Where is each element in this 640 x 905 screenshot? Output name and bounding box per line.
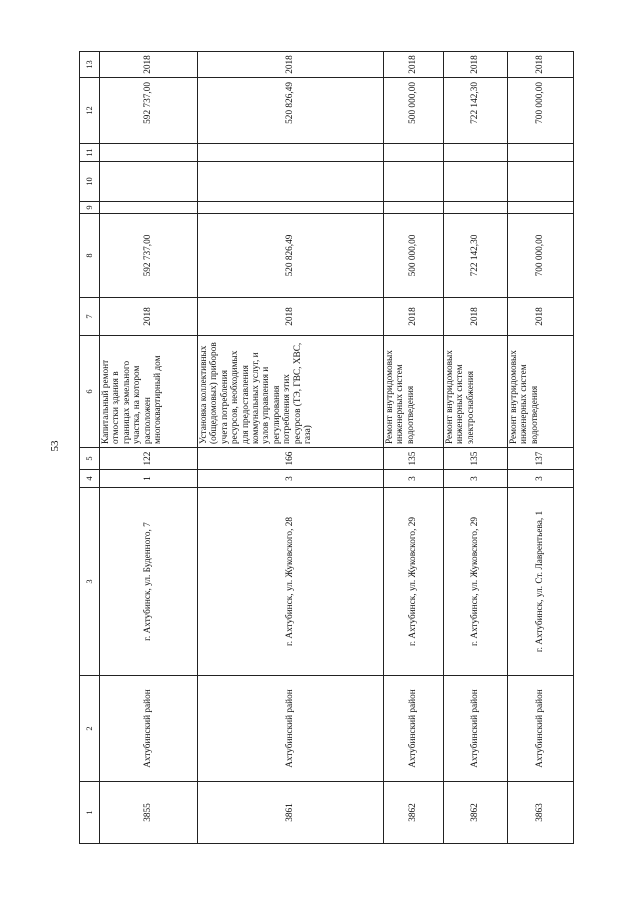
cell-col5: 135 (384, 448, 444, 470)
cell-work-type: Капитальный ремонт отмостки здания в границах земельного участка, на котором расположен многоквартирный дом (100, 336, 198, 448)
col-header: 11 (80, 144, 100, 162)
cell-year: 2018 (100, 298, 198, 336)
cell-end-year: 2018 (384, 52, 444, 78)
col-header: 2 (80, 676, 100, 782)
col-header: 3 (80, 488, 100, 676)
cell-object-id: 3862 (444, 782, 508, 844)
cell-year: 2018 (198, 298, 384, 336)
col-header: 13 (80, 52, 100, 78)
cell-total: 722 142,30 (444, 78, 508, 144)
col-header: 10 (80, 162, 100, 202)
cell-total: 520 826,49 (198, 78, 384, 144)
cell-cost: 520 826,49 (198, 214, 384, 298)
col-header: 12 (80, 78, 100, 144)
cell-col4: 3 (198, 470, 384, 488)
cell-year: 2018 (508, 298, 574, 336)
table-row (198, 52, 384, 844)
cell-col4: 1 (100, 470, 198, 488)
cell-district: Ахтубинский район (444, 676, 508, 782)
cell-end-year: 2018 (198, 52, 384, 78)
cell-address: г. Ахтубинск, ул. Жуковского, 28 (198, 488, 384, 676)
table-row (508, 52, 574, 844)
cell-total: 500 000,00 (384, 78, 444, 144)
cell-cost: 722 142,30 (444, 214, 508, 298)
cell-end-year: 2018 (444, 52, 508, 78)
cell-col11 (100, 144, 198, 162)
cell-total: 700 000,00 (508, 78, 574, 144)
cell-work-type: Установка коллективных (общедомовых) приборов учета потребления ресурсов, необходимых для предоставления коммунальных услуг, и узлов управления и регулирования потребления этих ресурсов (ТЭ, ГВС, ХВС, газа) (198, 336, 384, 448)
col-header: 7 (80, 298, 100, 336)
cell-year: 2018 (384, 298, 444, 336)
col-header: 8 (80, 214, 100, 298)
cell-cost: 500 000,00 (384, 214, 444, 298)
cell-district: Ахтубинский район (100, 676, 198, 782)
cell-object-id: 3855 (100, 782, 198, 844)
cell-col11 (384, 144, 444, 162)
cell-district: Ахтубинский район (508, 676, 574, 782)
col-header: 6 (80, 336, 100, 448)
cell-col10 (198, 162, 384, 202)
cell-address: г. Ахтубинск, ул. Жуковского, 29 (444, 488, 508, 676)
cell-col11 (508, 144, 574, 162)
cell-col10 (444, 162, 508, 202)
cell-work-type: Ремонт внутридомовых инженерных систем водоотведения (384, 336, 444, 448)
page-number: 53 (49, 440, 61, 452)
col-header: 9 (80, 202, 100, 214)
cell-total: 592 737,00 (100, 78, 198, 144)
cell-col4: 3 (508, 470, 574, 488)
cell-end-year: 2018 (508, 52, 574, 78)
cell-address: г. Ахтубинск, ул. Жуковского, 29 (384, 488, 444, 676)
cell-col5: 137 (508, 448, 574, 470)
column-number-row (80, 52, 100, 844)
cell-col10 (508, 162, 574, 202)
cell-col9 (384, 202, 444, 214)
cell-object-id: 3862 (384, 782, 444, 844)
cell-col9 (508, 202, 574, 214)
table-row (444, 52, 508, 844)
cell-district: Ахтубинский район (198, 676, 384, 782)
cell-col5: 166 (198, 448, 384, 470)
table-row (100, 52, 198, 844)
cell-col10 (384, 162, 444, 202)
cell-col9 (198, 202, 384, 214)
cell-col4: 3 (444, 470, 508, 488)
cell-col10 (100, 162, 198, 202)
repair-program-table (79, 51, 574, 844)
cell-address: г. Ахтубинск, ул. Буденного, 7 (100, 488, 198, 676)
cell-object-id: 3861 (198, 782, 384, 844)
cell-col4: 3 (384, 470, 444, 488)
cell-col11 (198, 144, 384, 162)
cell-col9 (100, 202, 198, 214)
cell-cost: 700 000,00 (508, 214, 574, 298)
cell-col9 (444, 202, 508, 214)
cell-work-type: Ремонт внутридомовых инженерных систем водоотведения (508, 336, 574, 448)
col-header: 4 (80, 470, 100, 488)
cell-col5: 135 (444, 448, 508, 470)
cell-col5: 122 (100, 448, 198, 470)
cell-col11 (444, 144, 508, 162)
cell-work-type: Ремонт внутридомовых инженерных систем электроснабжения (444, 336, 508, 448)
rotated-table-container (79, 55, 570, 844)
cell-object-id: 3863 (508, 782, 574, 844)
col-header: 1 (80, 782, 100, 844)
table-row (384, 52, 444, 844)
cell-address: г. Ахтубинск, ул. Ст. Лаврентьева, 1 (508, 488, 574, 676)
col-header: 5 (80, 448, 100, 470)
cell-cost: 592 737,00 (100, 214, 198, 298)
cell-district: Ахтубинский район (384, 676, 444, 782)
cell-year: 2018 (444, 298, 508, 336)
cell-end-year: 2018 (100, 52, 198, 78)
